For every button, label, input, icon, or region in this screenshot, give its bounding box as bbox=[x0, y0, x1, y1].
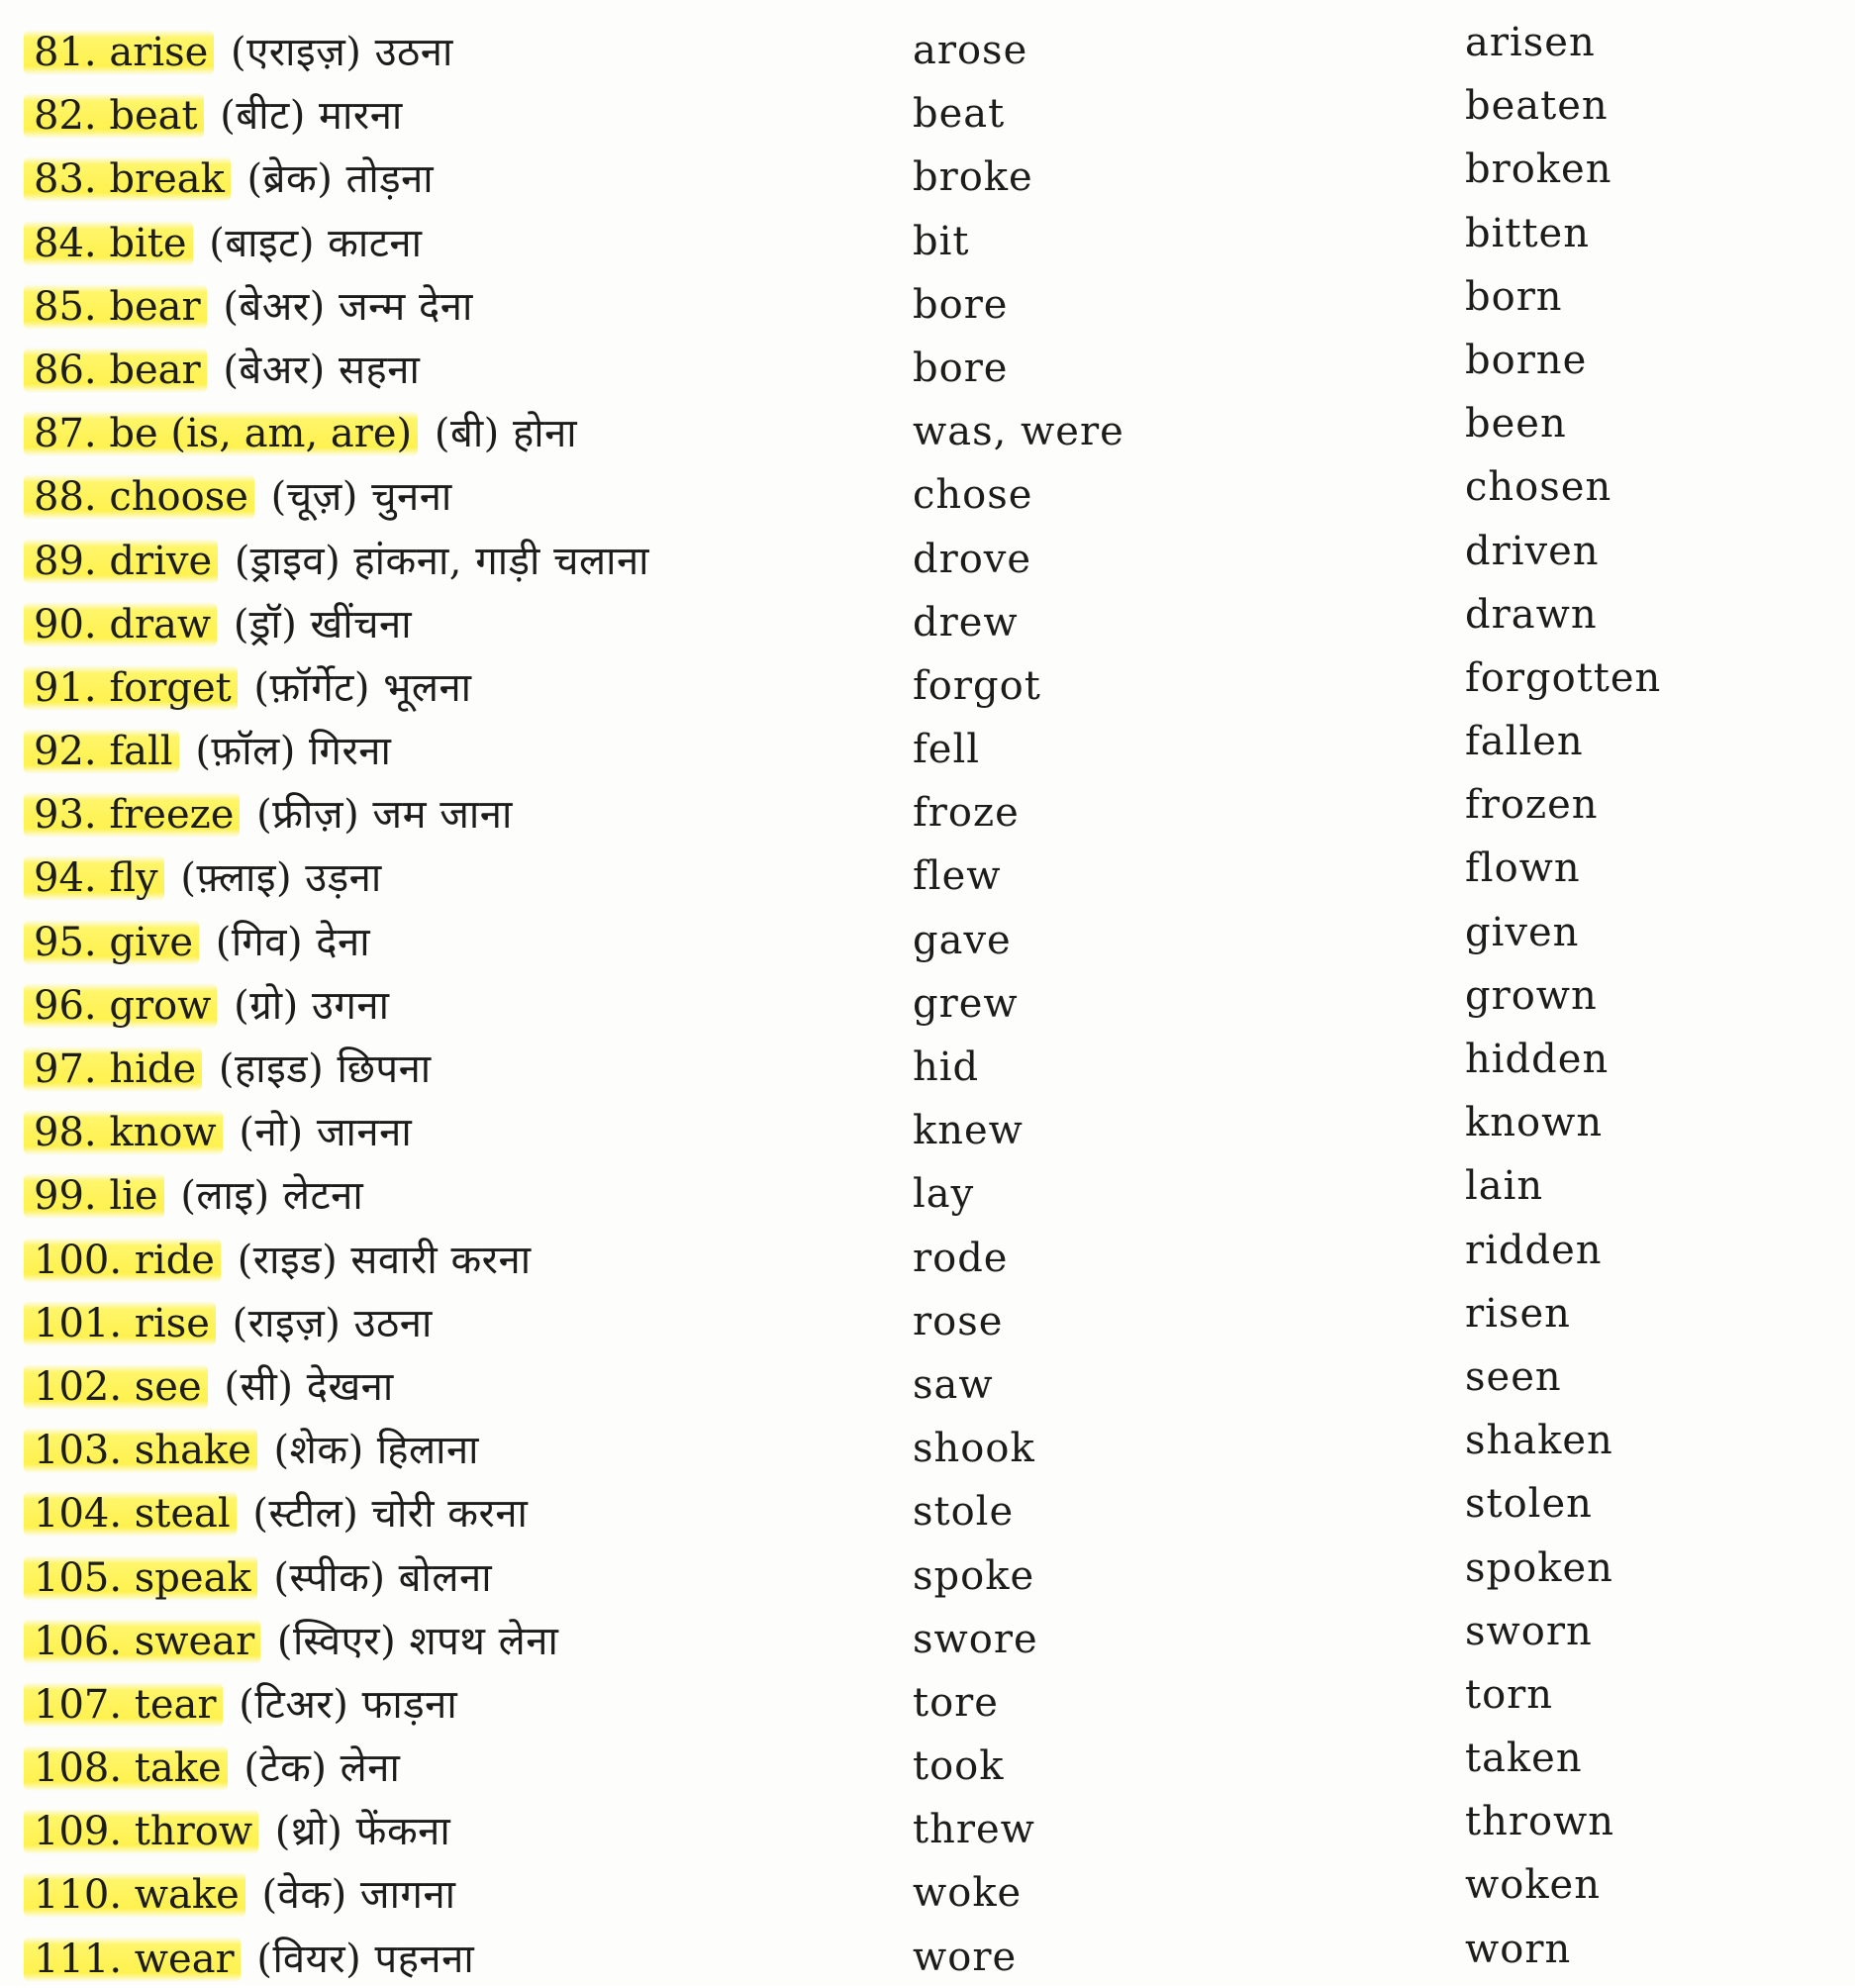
verb-number: 102. bbox=[34, 1363, 123, 1410]
hindi-pronunciation-meaning: (राइड) सवारी करना bbox=[237, 1237, 532, 1283]
hindi-pronunciation-meaning: (स्विएर) शपथ लेना bbox=[276, 1618, 559, 1664]
verb-row bbox=[0, 590, 1855, 653]
past-participle-form: broken bbox=[1465, 147, 1612, 193]
past-participle-form: given bbox=[1465, 909, 1580, 955]
past-participle-form: sworn bbox=[1465, 1608, 1593, 1654]
past-tense-form: stole bbox=[913, 1489, 1015, 1536]
hindi-pronunciation-meaning: (चूज़) चुनना bbox=[270, 474, 452, 521]
base-form-entry bbox=[24, 1171, 363, 1221]
verb-base-form: fall bbox=[109, 729, 173, 775]
verb-base-form: be (is, am, are) bbox=[109, 411, 413, 457]
hindi-pronunciation-meaning: (स्पीक) बोलना bbox=[273, 1554, 493, 1601]
past-participle-form: shaken bbox=[1465, 1418, 1613, 1464]
past-tense-form: bit bbox=[913, 218, 970, 264]
hindi-pronunciation-meaning: (वियर) पहनना bbox=[256, 1936, 475, 1982]
past-participle-form: forgotten bbox=[1465, 654, 1662, 701]
highlighted-verb bbox=[24, 156, 231, 202]
verb-base-form: give bbox=[109, 919, 194, 965]
verb-base-form: break bbox=[109, 156, 225, 203]
past-tense-form: bore bbox=[913, 281, 1009, 328]
past-participle-form: beaten bbox=[1465, 83, 1609, 130]
verb-number: 84. bbox=[34, 220, 97, 266]
hindi-pronunciation-meaning: (बाइट) काटना bbox=[209, 220, 423, 266]
base-form-entry bbox=[24, 472, 452, 522]
past-participle-form: ridden bbox=[1465, 1227, 1603, 1273]
verb-base-form: throw bbox=[134, 1809, 253, 1855]
verb-base-form: bear bbox=[109, 347, 201, 393]
base-form-entry bbox=[24, 1935, 474, 1984]
hindi-pronunciation-meaning: (ब्रेक) तोड़ना bbox=[246, 156, 435, 203]
highlighted-verb bbox=[24, 792, 240, 838]
highlighted-verb bbox=[24, 1745, 228, 1791]
verb-base-form: see bbox=[134, 1363, 202, 1410]
verb-base-form: arise bbox=[109, 30, 209, 75]
past-participle-form: flown bbox=[1465, 845, 1581, 892]
highlighted-verb bbox=[24, 1809, 258, 1854]
base-form-entry bbox=[24, 1108, 412, 1157]
base-form-entry bbox=[24, 790, 513, 840]
verb-number: 103. bbox=[34, 1428, 123, 1474]
base-form-entry bbox=[24, 853, 382, 903]
base-form-entry bbox=[24, 1299, 433, 1348]
verb-row bbox=[0, 527, 1855, 590]
hindi-pronunciation-meaning: (बी) होना bbox=[434, 411, 578, 457]
past-participle-form: seen bbox=[1465, 1353, 1562, 1400]
verb-number: 97. bbox=[34, 1046, 97, 1092]
highlighted-verb bbox=[24, 1428, 257, 1473]
verb-number: 81. bbox=[34, 30, 97, 75]
hindi-pronunciation-meaning: (फ़ॉल) गिरना bbox=[195, 729, 392, 775]
verb-row bbox=[0, 272, 1855, 336]
hindi-pronunciation-meaning: (थ्रो) फेंकना bbox=[274, 1809, 451, 1855]
hindi-pronunciation-meaning: (टेक) लेना bbox=[244, 1745, 401, 1792]
verb-base-form: beat bbox=[109, 93, 198, 140]
past-tense-form: was, were bbox=[913, 409, 1124, 455]
highlighted-verb bbox=[24, 1364, 208, 1410]
past-tense-form: knew bbox=[913, 1108, 1024, 1154]
base-form-entry bbox=[24, 409, 577, 458]
base-form-entry bbox=[24, 91, 403, 141]
past-tense-form: rode bbox=[913, 1235, 1009, 1281]
highlighted-verb bbox=[24, 1173, 164, 1219]
verb-row bbox=[0, 1734, 1855, 1797]
highlighted-verb bbox=[24, 411, 418, 456]
past-tense-form: threw bbox=[913, 1807, 1035, 1853]
past-tense-form: drew bbox=[913, 599, 1019, 646]
verb-base-form: steal bbox=[134, 1491, 231, 1538]
verb-base-form: freeze bbox=[109, 792, 235, 839]
verb-number: 90. bbox=[34, 601, 97, 647]
verb-number: 85. bbox=[34, 283, 97, 330]
verb-number: 98. bbox=[34, 1110, 97, 1156]
verb-row bbox=[0, 908, 1855, 971]
past-tense-form: saw bbox=[913, 1361, 994, 1408]
past-participle-form: fallen bbox=[1465, 719, 1584, 765]
base-form-entry bbox=[24, 1362, 394, 1412]
highlighted-verb bbox=[24, 983, 217, 1029]
past-participle-form: spoken bbox=[1465, 1544, 1613, 1591]
past-participle-form: hidden bbox=[1465, 1037, 1610, 1082]
verb-row bbox=[0, 971, 1855, 1035]
past-participle-form: torn bbox=[1465, 1671, 1554, 1718]
highlighted-verb bbox=[24, 284, 207, 330]
highlighted-verb bbox=[24, 93, 204, 139]
base-form-entry bbox=[24, 1680, 457, 1730]
hindi-pronunciation-meaning: (हाइड) छिपना bbox=[218, 1046, 432, 1092]
hindi-pronunciation-meaning: (ड्राइव) हांकना, गाड़ी चलाना bbox=[234, 538, 650, 584]
past-tense-form: woke bbox=[913, 1870, 1023, 1917]
base-form-entry bbox=[24, 1807, 450, 1856]
verb-base-form: fly bbox=[109, 855, 158, 902]
verb-row bbox=[0, 1860, 1855, 1924]
highlighted-verb bbox=[24, 1491, 237, 1537]
past-participle-form: lain bbox=[1465, 1163, 1544, 1210]
verb-base-form: hide bbox=[109, 1046, 197, 1092]
hindi-pronunciation-meaning: (बेअर) सहना bbox=[223, 347, 421, 393]
verb-row bbox=[0, 1543, 1855, 1607]
verb-row bbox=[0, 1416, 1855, 1479]
verb-number: 87. bbox=[34, 411, 97, 457]
verb-number: 111. bbox=[34, 1936, 123, 1982]
base-form-entry bbox=[24, 282, 473, 332]
verb-row bbox=[0, 1797, 1855, 1860]
base-form-entry bbox=[24, 1044, 432, 1094]
past-participle-form: taken bbox=[1465, 1736, 1583, 1782]
past-participle-form: frozen bbox=[1465, 782, 1599, 829]
base-form-entry bbox=[24, 1743, 400, 1793]
hindi-pronunciation-meaning: (नो) जानना bbox=[239, 1110, 413, 1156]
past-tense-form: took bbox=[913, 1743, 1005, 1790]
base-form-entry bbox=[24, 600, 412, 649]
verb-row bbox=[0, 1607, 1855, 1670]
verb-row bbox=[0, 1479, 1855, 1542]
base-form-entry bbox=[24, 1426, 479, 1475]
verb-number: 96. bbox=[34, 982, 97, 1029]
verb-number: 99. bbox=[34, 1173, 97, 1220]
highlighted-verb bbox=[24, 602, 217, 647]
verb-base-form: wake bbox=[134, 1872, 240, 1919]
hindi-pronunciation-meaning: (गिव) देना bbox=[215, 919, 371, 965]
verb-number: 91. bbox=[34, 664, 97, 711]
base-form-entry bbox=[24, 1489, 528, 1539]
highlighted-verb bbox=[24, 855, 164, 901]
verb-row bbox=[0, 844, 1855, 907]
past-participle-form: bitten bbox=[1465, 210, 1590, 256]
verb-number: 105. bbox=[34, 1554, 123, 1601]
verb-row bbox=[0, 1352, 1855, 1416]
verb-number: 107. bbox=[34, 1681, 123, 1728]
verb-row bbox=[0, 1098, 1855, 1161]
past-tense-form: grew bbox=[913, 980, 1019, 1027]
verb-number: 83. bbox=[34, 156, 97, 203]
hindi-pronunciation-meaning: (स्टील) चोरी करना bbox=[252, 1491, 529, 1538]
past-tense-form: beat bbox=[913, 91, 1006, 138]
verb-number: 109. bbox=[34, 1809, 123, 1855]
highlighted-verb bbox=[24, 1619, 260, 1664]
past-tense-form: fell bbox=[913, 727, 981, 773]
highlighted-verb bbox=[24, 665, 238, 711]
verb-number: 110. bbox=[34, 1872, 123, 1919]
verb-row bbox=[0, 336, 1855, 399]
base-form-entry bbox=[24, 154, 434, 204]
verb-row bbox=[0, 81, 1855, 145]
verb-number: 94. bbox=[34, 855, 97, 902]
past-tense-form: spoke bbox=[913, 1552, 1035, 1599]
verb-base-form: drive bbox=[109, 538, 213, 584]
verb-row bbox=[0, 1670, 1855, 1734]
verb-base-form: bear bbox=[109, 283, 201, 330]
highlighted-verb bbox=[24, 1682, 223, 1728]
past-participle-form: borne bbox=[1465, 337, 1588, 383]
past-participle-form: known bbox=[1465, 1100, 1604, 1146]
past-participle-form: grown bbox=[1465, 972, 1598, 1019]
highlighted-verb bbox=[24, 348, 207, 393]
base-form-entry bbox=[24, 537, 649, 586]
past-participle-form: born bbox=[1465, 273, 1563, 320]
base-form-entry bbox=[24, 1870, 456, 1920]
verb-row bbox=[0, 1925, 1855, 1988]
verb-row bbox=[0, 653, 1855, 717]
past-tense-form: broke bbox=[913, 154, 1033, 201]
past-tense-form: hid bbox=[913, 1044, 980, 1090]
past-participle-form: stolen bbox=[1465, 1481, 1593, 1528]
verb-number: 86. bbox=[34, 347, 97, 393]
base-form-entry bbox=[24, 727, 391, 776]
past-tense-form: bore bbox=[913, 345, 1009, 391]
verb-number: 92. bbox=[34, 729, 97, 775]
highlighted-verb bbox=[24, 1937, 241, 1982]
base-form-entry bbox=[24, 1617, 558, 1666]
verb-row bbox=[0, 717, 1855, 780]
irregular-verb-list bbox=[0, 18, 1855, 1988]
verb-base-form: swear bbox=[134, 1618, 255, 1664]
verb-base-form: lie bbox=[109, 1173, 158, 1220]
base-form-entry bbox=[24, 346, 420, 395]
base-form-entry bbox=[24, 1553, 492, 1603]
verb-number: 89. bbox=[34, 538, 97, 584]
verb-row bbox=[0, 1226, 1855, 1289]
verb-number: 93. bbox=[34, 792, 97, 839]
past-participle-form: drawn bbox=[1465, 591, 1598, 638]
verb-row bbox=[0, 209, 1855, 272]
highlighted-verb bbox=[24, 1301, 216, 1346]
verb-base-form: grow bbox=[109, 982, 212, 1029]
verb-number: 95. bbox=[34, 919, 97, 965]
hindi-pronunciation-meaning: (शेक) हिलाना bbox=[273, 1428, 480, 1474]
hindi-pronunciation-meaning: (फ़ॉर्गेट) भूलना bbox=[253, 664, 472, 711]
base-form-entry bbox=[24, 918, 370, 967]
verb-number: 104. bbox=[34, 1491, 123, 1538]
base-form-entry bbox=[24, 219, 422, 268]
verb-base-form: know bbox=[109, 1110, 217, 1156]
past-tense-form: flew bbox=[913, 853, 1002, 900]
past-tense-form: shook bbox=[913, 1426, 1035, 1472]
verb-base-form: tear bbox=[134, 1681, 217, 1728]
highlighted-verb bbox=[24, 1238, 221, 1283]
hindi-pronunciation-meaning: (फ्रीज़) जम जाना bbox=[256, 792, 513, 839]
past-participle-form: worn bbox=[1465, 1926, 1572, 1972]
verb-row bbox=[0, 18, 1855, 81]
verb-row bbox=[0, 1289, 1855, 1352]
verb-row bbox=[0, 1035, 1855, 1098]
highlighted-verb bbox=[24, 539, 218, 584]
verb-row bbox=[0, 462, 1855, 526]
verb-number: 88. bbox=[34, 474, 97, 521]
verb-number: 82. bbox=[34, 93, 97, 140]
verb-row bbox=[0, 1161, 1855, 1225]
base-form-entry bbox=[24, 663, 472, 713]
past-participle-form: thrown bbox=[1465, 1799, 1615, 1845]
verb-number: 100. bbox=[34, 1237, 123, 1283]
verb-base-form: speak bbox=[134, 1554, 251, 1601]
past-tense-form: rose bbox=[913, 1298, 1004, 1344]
verb-number: 101. bbox=[34, 1300, 123, 1346]
hindi-pronunciation-meaning: (लाइ) लेटना bbox=[180, 1173, 364, 1220]
verb-base-form: ride bbox=[134, 1237, 215, 1283]
past-tense-form: tore bbox=[913, 1679, 999, 1726]
past-tense-form: wore bbox=[913, 1934, 1018, 1980]
verb-base-form: draw bbox=[109, 601, 212, 647]
verb-row bbox=[0, 145, 1855, 208]
verb-base-form: forget bbox=[109, 664, 232, 711]
past-participle-form: chosen bbox=[1465, 464, 1612, 511]
past-participle-form: woken bbox=[1465, 1862, 1601, 1909]
verb-base-form: wear bbox=[134, 1936, 235, 1982]
hindi-pronunciation-meaning: (बेअर) जन्म देना bbox=[223, 283, 473, 330]
hindi-pronunciation-meaning: (सी) देखना bbox=[224, 1363, 394, 1410]
past-participle-form: driven bbox=[1465, 528, 1600, 574]
highlighted-verb bbox=[24, 1110, 223, 1155]
verb-row bbox=[0, 399, 1855, 462]
highlighted-verb bbox=[24, 30, 214, 75]
hindi-pronunciation-meaning: (राइज़) उठना bbox=[232, 1300, 433, 1346]
past-tense-form: lay bbox=[913, 1171, 975, 1218]
past-tense-form: gave bbox=[913, 917, 1012, 963]
hindi-pronunciation-meaning: (फ़्लाइ) उड़ना bbox=[180, 855, 382, 902]
hindi-pronunciation-meaning: (एराइज़) उठना bbox=[231, 30, 453, 75]
verb-base-form: rise bbox=[134, 1300, 210, 1346]
past-participle-form: arisen bbox=[1465, 20, 1596, 65]
hindi-pronunciation-meaning: (ड्रॉ) खींचना bbox=[233, 601, 413, 647]
past-tense-form: drove bbox=[913, 536, 1032, 582]
verb-base-form: take bbox=[134, 1745, 222, 1792]
past-participle-form: been bbox=[1465, 401, 1567, 447]
past-participle-form: risen bbox=[1465, 1290, 1571, 1337]
base-form-entry bbox=[24, 981, 389, 1031]
verb-row bbox=[0, 780, 1855, 844]
hindi-pronunciation-meaning: (ग्रो) उगना bbox=[234, 982, 390, 1029]
verb-base-form: shake bbox=[134, 1428, 251, 1474]
verb-base-form: choose bbox=[109, 474, 248, 521]
hindi-pronunciation-meaning: (टिअर) फाड़ना bbox=[239, 1681, 458, 1728]
verb-number: 106. bbox=[34, 1618, 123, 1664]
verb-base-form: bite bbox=[109, 220, 187, 266]
highlighted-verb bbox=[24, 729, 179, 774]
highlighted-verb bbox=[24, 1872, 245, 1918]
base-form-entry bbox=[24, 1236, 532, 1285]
hindi-pronunciation-meaning: (वेक) जागना bbox=[261, 1872, 456, 1919]
verb-number: 108. bbox=[34, 1745, 123, 1792]
past-tense-form: froze bbox=[913, 790, 1020, 837]
hindi-pronunciation-meaning: (बीट) मारना bbox=[220, 93, 403, 140]
past-tense-form: arose bbox=[913, 28, 1028, 73]
highlighted-verb bbox=[24, 920, 199, 965]
past-tense-form: chose bbox=[913, 472, 1033, 519]
highlighted-verb bbox=[24, 474, 254, 520]
highlighted-verb bbox=[24, 1046, 202, 1092]
base-form-entry bbox=[24, 28, 453, 77]
past-tense-form: forgot bbox=[913, 662, 1041, 709]
highlighted-verb bbox=[24, 221, 193, 266]
past-tense-form: swore bbox=[913, 1616, 1038, 1662]
highlighted-verb bbox=[24, 1555, 257, 1601]
